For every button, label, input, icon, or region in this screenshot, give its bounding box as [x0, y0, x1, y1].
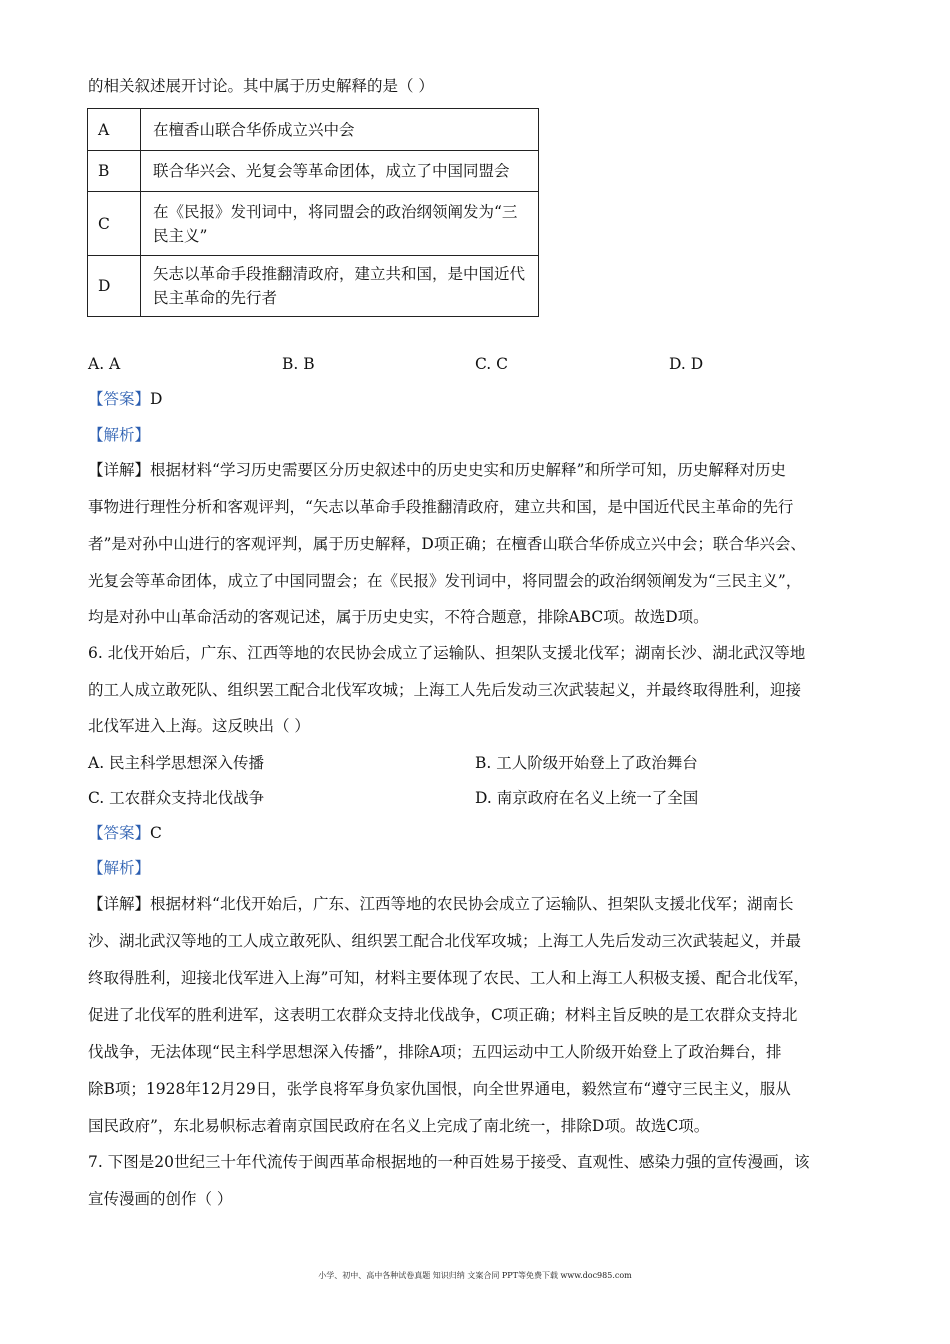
- q7-stem-line-2: 宣传漫画的创作（ ）: [88, 1190, 233, 1208]
- option-text: 在《民报》发刊词中，将同盟会的政治纲领阐发为“三民主义”: [141, 192, 539, 256]
- q5-choice-a: A. A: [88, 355, 121, 373]
- q5-detail-line-4: 光复会等革命团体，成立了中国同盟会；在《民报》发刊词中，将同盟会的政治纲领阐发为“三民主义”，: [88, 572, 802, 590]
- q6-stem-line-2: 的工人成立敢死队、组织罢工配合北伐军攻城；上海工人先后发动三次武装起义，并最终取得胜利，迎接: [88, 681, 802, 699]
- table-row: [88, 192, 539, 256]
- q5-options-table: [87, 108, 539, 317]
- answer-value: C: [150, 824, 162, 842]
- option-text: 矢志以革命手段推翻清政府，建立共和国，是中国近代民主革命的先行者: [141, 256, 539, 317]
- detail-label: 【详解】: [88, 461, 151, 479]
- q6-detail-line-6: 除B项；1928年12月29日，张学良将军身负家仇国恨，向全世界通电，毅然宣布“遵守三民主义，服从: [88, 1080, 791, 1098]
- detail-text: 根据材料“学习历史需要区分历史叙述中的历史史实和历史解释”和所学可知，历史解释对历史: [150, 461, 786, 479]
- q6-analysis-label: 【解析】: [88, 859, 151, 877]
- q7-stem-line-1: 7. 下图是20世纪三十年代流传于闽西革命根据地的一种百姓易于接受、直观性、感染力强的宣传漫画，该: [88, 1153, 810, 1171]
- q6-detail-line-1: [88, 893, 793, 915]
- q5-stem-tail: 的相关叙述展开讨论。其中属于历史解释的是（ ）: [88, 77, 434, 95]
- q5-analysis-label: 【解析】: [88, 426, 151, 444]
- answer-label: 【答案】: [88, 824, 151, 842]
- option-text: 联合华兴会、光复会等革命团体，成立了中国同盟会: [141, 151, 539, 192]
- detail-label: 【详解】: [88, 895, 151, 913]
- option-key: B: [88, 151, 141, 192]
- page-footer: 小学、初中、高中各种试卷真题 知识归纳 文案合同 PPT等免费下载 www.doc985.com: [318, 1271, 632, 1280]
- q6-detail-line-3: 终取得胜利，迎接北伐军进入上海”可知，材料主要体现了农民、工人和上海工人积极支援、配合北伐军，: [88, 969, 809, 987]
- q5-detail-line-1: [88, 459, 786, 481]
- q6-detail-line-5: 伐战争，无法体现“民主科学思想深入传播”，排除A项；五四运动中工人阶级开始登上了政治舞台，排: [88, 1043, 782, 1061]
- option-text: 在檀香山联合华侨成立兴中会: [141, 109, 539, 151]
- q6-choice-b: B. 工人阶级开始登上了政治舞台: [475, 754, 698, 772]
- q6-detail-line-7: 国民政府”，东北易帜标志着南京国民政府在名义上完成了南北统一，排除D项。故选C项。: [88, 1117, 710, 1135]
- q5-detail-line-3: 者”是对孙中山进行的客观评判，属于历史解释，D项正确；在檀香山联合华侨成立兴中会；联合华兴会、: [88, 535, 806, 553]
- answer-label: 【答案】: [88, 390, 151, 408]
- q5-choice-c: C. C: [475, 355, 509, 373]
- q6-choice-d: D. 南京政府在名义上统一了全国: [475, 789, 699, 807]
- q6-stem-line-1: 6. 北伐开始后，广东、江西等地的农民协会成立了运输队、担架队支援北伐军；湖南长沙、湖北武汉等地: [88, 644, 806, 662]
- answer-value: D: [150, 390, 163, 408]
- q5-answer: [88, 388, 162, 410]
- q5-choice-b: B. B: [282, 355, 315, 373]
- q6-choice-c: C. 工农群众支持北伐战争: [88, 789, 265, 807]
- option-key: A: [88, 109, 141, 151]
- q5-detail-line-5: 均是对孙中山革命活动的客观记述，属于历史史实，不符合题意，排除ABC项。故选D项。: [88, 608, 709, 626]
- table-row: [88, 151, 539, 192]
- q6-detail-line-4: 促进了北伐军的胜利进军，这表明工农群众支持北伐战争，C项正确；材料主旨反映的是工农群众支持北: [88, 1006, 798, 1024]
- option-key: D: [88, 256, 141, 317]
- table-row: [88, 109, 539, 151]
- q6-detail-line-2: 沙、湖北武汉等地的工人成立敢死队、组织罢工配合北伐军攻城；上海工人先后发动三次武装起义，并最: [88, 932, 802, 950]
- table-row: [88, 256, 539, 317]
- q5-choice-d: D. D: [669, 355, 704, 373]
- detail-text: 根据材料“北伐开始后，广东、江西等地的农民协会成立了运输队、担架队支援北伐军；湖南长: [150, 895, 794, 913]
- q6-stem-line-3: 北伐军进入上海。这反映出（ ）: [88, 717, 310, 735]
- option-key: C: [88, 192, 141, 256]
- q6-choice-a: A. 民主科学思想深入传播: [88, 754, 265, 772]
- q6-answer: [88, 822, 162, 844]
- q5-detail-line-2: 事物进行理性分析和客观评判，“矢志以革命手段推翻清政府，建立共和国，是中国近代民主革命的先行: [88, 498, 794, 516]
